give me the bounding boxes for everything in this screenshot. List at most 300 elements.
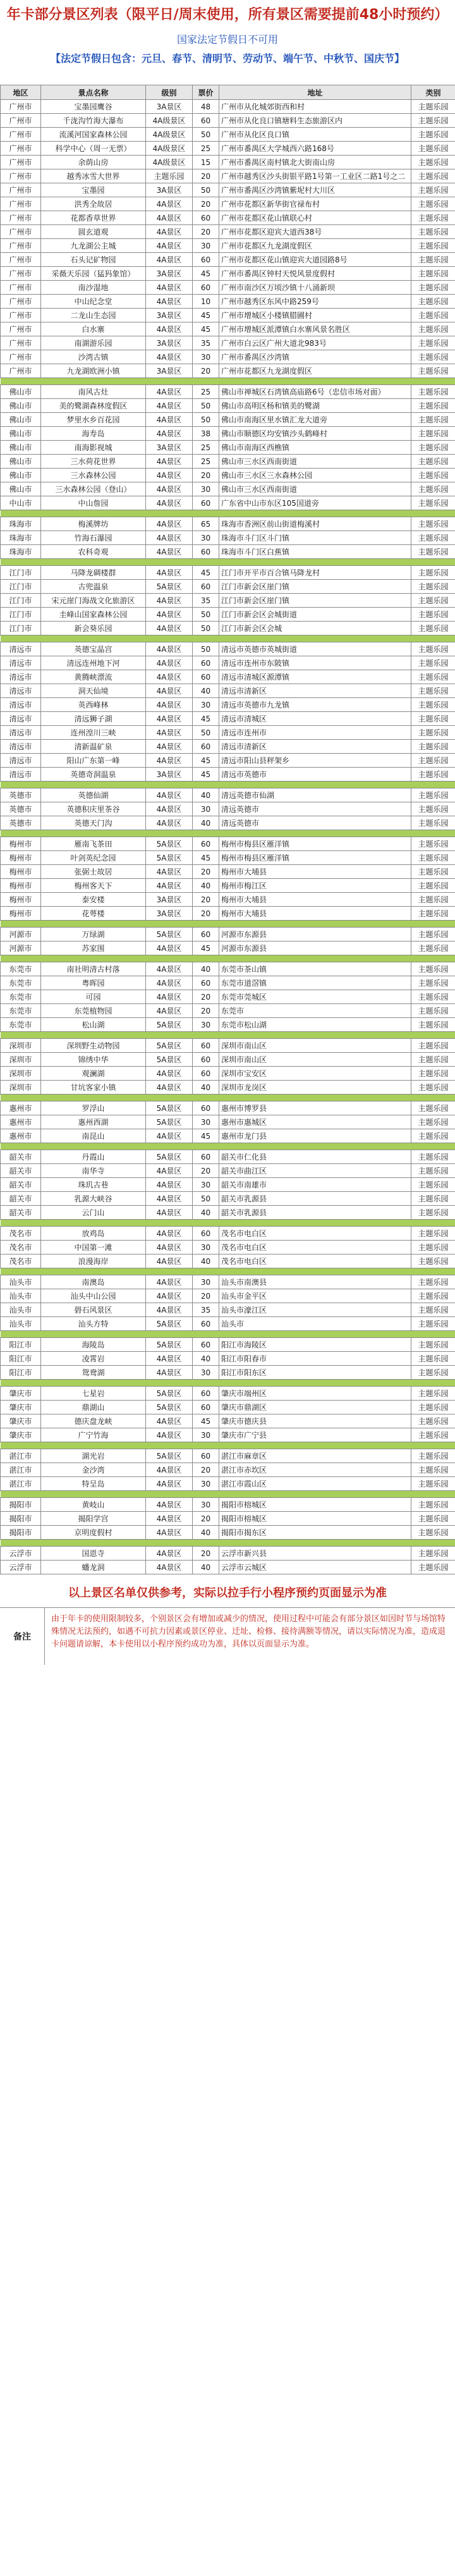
cell-spot-name: 惠州西湖 [41, 1115, 146, 1129]
table-row [1, 1067, 455, 1081]
cell-spot-name: 中山纪念堂 [41, 295, 146, 309]
cell-category: 主题乐园 [411, 656, 455, 670]
table-row [1, 1192, 455, 1206]
cell-category: 主题乐园 [411, 990, 455, 1004]
cell-address: 梅州市梅县区雁洋镇 [219, 837, 411, 851]
cell-spot-name: 广宁竹海 [41, 1428, 146, 1442]
cell-address: 江门市新会区会城街道 [219, 608, 411, 622]
section-divider-bar [1, 1540, 455, 1547]
table-row [1, 837, 455, 851]
cell-region: 湛江市 [1, 1463, 41, 1477]
cell-category: 主题乐园 [411, 309, 455, 322]
cell-region: 惠州市 [1, 1101, 41, 1115]
cell-address: 肇庆市德庆县 [219, 1414, 411, 1428]
cell-address: 佛山市三水区西南街道 [219, 455, 411, 469]
cell-spot-name: 湖光岩 [41, 1449, 146, 1463]
section-divider-bar [1, 1491, 455, 1498]
cell-address: 茂名市电白区 [219, 1241, 411, 1254]
cell-region: 梅州市 [1, 879, 41, 893]
cell-category: 主题乐园 [411, 928, 455, 941]
cell-level: 4A景区 [146, 1206, 193, 1220]
cell-address: 广州市花都区新华街官禄布村 [219, 197, 411, 211]
disclaimer-banner: 以上景区名单仅供参考，实际以拉手行小程序预约页面显示为准 [68, 1586, 387, 1600]
cell-spot-name: 圆玄道观 [41, 225, 146, 239]
cell-region: 东莞市 [1, 976, 41, 990]
cell-address: 东莞市道滘镇 [219, 976, 411, 990]
cell-level: 4A景区 [146, 322, 193, 336]
cell-category: 主题乐园 [411, 1101, 455, 1115]
section-divider-bar [1, 921, 455, 928]
table-row [1, 712, 455, 726]
table-row [1, 267, 455, 281]
table-row [1, 1150, 455, 1164]
table-row [1, 1366, 455, 1380]
cell-category: 主题乐园 [411, 816, 455, 830]
cell-level: 4A景区 [146, 1289, 193, 1303]
cell-region: 深圳市 [1, 1081, 41, 1095]
section-divider-bar [1, 1032, 455, 1039]
cell-category: 主题乐园 [411, 169, 455, 183]
cell-region: 广州市 [1, 267, 41, 281]
cell-level: 4A景区 [146, 482, 193, 496]
cell-spot-name: 京明度假村 [41, 1526, 146, 1540]
cell-category: 主题乐园 [411, 545, 455, 559]
section-divider [1, 1268, 455, 1275]
cell-price: 20 [193, 197, 219, 211]
section-divider-bar [1, 378, 455, 385]
cell-spot-name: 浪漫海岸 [41, 1254, 146, 1268]
table-row [1, 1018, 455, 1032]
section-divider-bar [1, 1268, 455, 1275]
table-row [1, 768, 455, 782]
cell-level: 4A景区 [146, 1164, 193, 1178]
cell-category: 主题乐园 [411, 712, 455, 726]
cell-address: 肇庆市端州区 [219, 1387, 411, 1401]
cell-region: 韶关市 [1, 1164, 41, 1178]
cell-region: 广州市 [1, 225, 41, 239]
section-divider [1, 1380, 455, 1387]
cell-category: 主题乐园 [411, 114, 455, 128]
cell-price: 40 [193, 1081, 219, 1095]
cell-spot-name: 宝墨园鹰谷 [41, 100, 146, 114]
cell-address: 汕头市金平区 [219, 1289, 411, 1303]
cell-level: 4A景区 [146, 1526, 193, 1540]
cell-spot-name: 鼎湖山 [41, 1401, 146, 1414]
cell-level: 3A景区 [146, 336, 193, 350]
table-row [1, 1526, 455, 1540]
cell-region: 广州市 [1, 239, 41, 253]
table-row [1, 684, 455, 698]
cell-spot-name: 南社明清古村落 [41, 962, 146, 976]
cell-spot-name: 黄腾峡漂流 [41, 670, 146, 684]
cell-address: 佛山市南海区西樵镇 [219, 441, 411, 455]
cell-category: 主题乐园 [411, 1401, 455, 1414]
section-divider [1, 921, 455, 928]
cell-price: 60 [193, 976, 219, 990]
cell-address: 佛山市南海区里水镇汇龙大道旁 [219, 413, 411, 427]
cell-category: 主题乐园 [411, 1018, 455, 1032]
cell-spot-name: 流溪河国家森林公园 [41, 128, 146, 142]
cell-price: 20 [193, 1164, 219, 1178]
cell-spot-name: 九龙湖公主城 [41, 239, 146, 253]
cell-price: 60 [193, 1317, 219, 1331]
cell-category: 主题乐园 [411, 253, 455, 267]
cell-address: 广州市番禺区钟村天悦风景度假村 [219, 267, 411, 281]
cell-spot-name: 丹霞山 [41, 1150, 146, 1164]
cell-level: 4A景区 [146, 1352, 193, 1366]
cell-price: 30 [193, 1498, 219, 1512]
scenic-spot-table [0, 85, 455, 1574]
cell-price: 45 [193, 322, 219, 336]
cell-address: 广州市从化区良口镇 [219, 128, 411, 142]
cell-price: 25 [193, 142, 219, 156]
cell-spot-name: 汕头中山公园 [41, 1289, 146, 1303]
cell-spot-name: 云门山 [41, 1206, 146, 1220]
header-level: 级别 [146, 85, 193, 100]
cell-price: 50 [193, 128, 219, 142]
section-divider-bar [1, 1095, 455, 1101]
cell-price: 20 [193, 1512, 219, 1526]
table-row [1, 281, 455, 295]
cell-price: 35 [193, 594, 219, 608]
cell-level: 4A景区 [146, 413, 193, 427]
cell-spot-name: 锦绣中华 [41, 1053, 146, 1067]
table-row [1, 413, 455, 427]
cell-price: 30 [193, 531, 219, 545]
cell-price: 20 [193, 907, 219, 921]
section-divider [1, 830, 455, 837]
cell-price: 60 [193, 1053, 219, 1067]
cell-spot-name: 甘坑客家小镇 [41, 1081, 146, 1095]
section-divider [1, 1331, 455, 1338]
header-spot-name: 景点名称 [41, 85, 146, 100]
cell-category: 主题乐园 [411, 622, 455, 635]
cell-region: 河源市 [1, 941, 41, 955]
cell-address: 江门市新会区会城 [219, 622, 411, 635]
table-row [1, 1463, 455, 1477]
cell-region: 珠海市 [1, 545, 41, 559]
cell-region: 广州市 [1, 100, 41, 114]
cell-address: 梅州市大埔县 [219, 907, 411, 921]
cell-spot-name: 梅州客天下 [41, 879, 146, 893]
table-row [1, 1317, 455, 1331]
cell-address: 清远市英德市九龙镇 [219, 698, 411, 712]
cell-price: 20 [193, 1547, 219, 1561]
table-row [1, 1428, 455, 1442]
cell-level: 4A景区 [146, 496, 193, 510]
cell-spot-name: 石头记矿物园 [41, 253, 146, 267]
section-divider [1, 1220, 455, 1227]
cell-category: 主题乐园 [411, 1275, 455, 1289]
cell-address: 梅州市大埔县 [219, 893, 411, 907]
cell-address: 韶关市乳源县 [219, 1206, 411, 1220]
table-row [1, 253, 455, 267]
cell-price: 40 [193, 1352, 219, 1366]
cell-region: 东莞市 [1, 1018, 41, 1032]
cell-level: 4A级景区 [146, 128, 193, 142]
cell-price: 45 [193, 768, 219, 782]
cell-level: 4A景区 [146, 990, 193, 1004]
cell-category: 主题乐园 [411, 1477, 455, 1491]
cell-price: 60 [193, 211, 219, 225]
cell-price: 60 [193, 1449, 219, 1463]
cell-spot-name: 清新温矿泉 [41, 740, 146, 754]
cell-category: 主题乐园 [411, 183, 455, 197]
cell-address: 广州市花都区九龙湖度假区 [219, 239, 411, 253]
cell-category: 主题乐园 [411, 399, 455, 413]
cell-address: 江门市新会区崖门镇 [219, 580, 411, 594]
cell-price: 30 [193, 802, 219, 816]
cell-region: 广州市 [1, 336, 41, 350]
cell-address: 河源市东源县 [219, 928, 411, 941]
table-row [1, 295, 455, 309]
cell-level: 4A景区 [146, 1477, 193, 1491]
cell-price: 40 [193, 684, 219, 698]
cell-category: 主题乐园 [411, 684, 455, 698]
cell-category: 主题乐园 [411, 1164, 455, 1178]
cell-category: 主题乐园 [411, 413, 455, 427]
cell-spot-name: 南海影视城 [41, 441, 146, 455]
table-row [1, 754, 455, 768]
cell-price: 30 [193, 1241, 219, 1254]
cell-price: 45 [193, 941, 219, 955]
cell-region: 阳江市 [1, 1352, 41, 1366]
cell-spot-name: 阳山广东第一峰 [41, 754, 146, 768]
cell-spot-name: 英德积庆里茶谷 [41, 802, 146, 816]
cell-spot-name: 苏家围 [41, 941, 146, 955]
cell-region: 茂名市 [1, 1254, 41, 1268]
table-row [1, 114, 455, 128]
cell-category: 主题乐园 [411, 1039, 455, 1053]
cell-level: 4A景区 [146, 1129, 193, 1143]
table-row [1, 100, 455, 114]
cell-spot-name: 中山詹园 [41, 496, 146, 510]
cell-level: 4A景区 [146, 788, 193, 802]
cell-price: 20 [193, 865, 219, 879]
table-row [1, 309, 455, 322]
section-divider-bar [1, 830, 455, 837]
cell-region: 汕头市 [1, 1289, 41, 1303]
cell-region: 江门市 [1, 566, 41, 580]
cell-region: 英德市 [1, 788, 41, 802]
cell-level: 4A景区 [146, 239, 193, 253]
cell-address: 清远英德市 [219, 802, 411, 816]
cell-region: 湛江市 [1, 1477, 41, 1491]
cell-region: 云浮市 [1, 1561, 41, 1574]
cell-level: 5A景区 [146, 1115, 193, 1129]
cell-address: 珠海市斗门区斗门镇 [219, 531, 411, 545]
cell-address: 梅州市大埔县 [219, 865, 411, 879]
cell-spot-name: 金沙湾 [41, 1463, 146, 1477]
cell-region: 佛山市 [1, 482, 41, 496]
cell-price: 60 [193, 1338, 219, 1352]
table-row [1, 990, 455, 1004]
cell-address: 韶关市仁化县 [219, 1150, 411, 1164]
cell-region: 广州市 [1, 364, 41, 378]
cell-category: 主题乐园 [411, 1227, 455, 1241]
cell-category: 主题乐园 [411, 1067, 455, 1081]
cell-category: 主题乐园 [411, 1241, 455, 1254]
table-row [1, 496, 455, 510]
table-row [1, 656, 455, 670]
cell-region: 梅州市 [1, 893, 41, 907]
cell-region: 清远市 [1, 642, 41, 656]
cell-region: 揭阳市 [1, 1512, 41, 1526]
cell-address: 肇庆市广宁县 [219, 1428, 411, 1442]
cell-spot-name: 叶剑英纪念园 [41, 851, 146, 865]
remark-label: 备注 [0, 1608, 45, 1665]
cell-price: 20 [193, 1004, 219, 1018]
cell-price: 60 [193, 1067, 219, 1081]
cell-address: 韶关市乳源县 [219, 1192, 411, 1206]
cell-category: 主题乐园 [411, 1053, 455, 1067]
cell-spot-name: 余荫山房 [41, 156, 146, 169]
cell-region: 英德市 [1, 816, 41, 830]
cell-category: 主题乐园 [411, 1512, 455, 1526]
cell-price: 30 [193, 239, 219, 253]
cell-level: 4A景区 [146, 469, 193, 482]
cell-region: 佛山市 [1, 469, 41, 482]
section-divider-bar [1, 510, 455, 517]
cell-address: 惠州市龙门县 [219, 1129, 411, 1143]
cell-spot-name: 南沙湿地 [41, 281, 146, 295]
cell-price: 10 [193, 295, 219, 309]
cell-category: 主题乐园 [411, 385, 455, 399]
cell-region: 韶关市 [1, 1192, 41, 1206]
cell-region: 阳江市 [1, 1338, 41, 1352]
cell-region: 江门市 [1, 580, 41, 594]
cell-price: 30 [193, 482, 219, 496]
table-row [1, 976, 455, 990]
cell-category: 主题乐园 [411, 531, 455, 545]
cell-region: 佛山市 [1, 399, 41, 413]
cell-price: 60 [193, 928, 219, 941]
cell-level: 4A景区 [146, 1254, 193, 1268]
cell-level: 4A景区 [146, 1498, 193, 1512]
cell-spot-name: 黄岐山 [41, 1498, 146, 1512]
table-row [1, 851, 455, 865]
table-row [1, 1081, 455, 1095]
cell-address: 清远市清新区 [219, 684, 411, 698]
cell-category: 主题乐园 [411, 1498, 455, 1512]
cell-price: 30 [193, 350, 219, 364]
cell-address: 东莞市莞城区 [219, 990, 411, 1004]
table-row [1, 879, 455, 893]
cell-category: 主题乐园 [411, 1352, 455, 1366]
cell-address: 东莞市茶山镇 [219, 962, 411, 976]
cell-level: 5A景区 [146, 1449, 193, 1463]
cell-category: 主题乐园 [411, 740, 455, 754]
cell-region: 佛山市 [1, 385, 41, 399]
cell-region: 广州市 [1, 114, 41, 128]
cell-region: 英德市 [1, 802, 41, 816]
cell-category: 主题乐园 [411, 427, 455, 441]
cell-spot-name: 新会葵乐园 [41, 622, 146, 635]
cell-spot-name: 农科奇观 [41, 545, 146, 559]
cell-spot-name: 礐石风景区 [41, 1303, 146, 1317]
cell-address: 清远市清城区 [219, 712, 411, 726]
cell-category: 主题乐园 [411, 100, 455, 114]
cell-price: 30 [193, 1366, 219, 1380]
cell-level: 5A景区 [146, 837, 193, 851]
cell-level: 4A景区 [146, 281, 193, 295]
cell-level: 4A景区 [146, 1081, 193, 1095]
cell-address: 梅州市梅江区 [219, 879, 411, 893]
cell-category: 主题乐园 [411, 698, 455, 712]
cell-price: 20 [193, 225, 219, 239]
cell-region: 珠海市 [1, 531, 41, 545]
cell-level: 4A景区 [146, 385, 193, 399]
cell-address: 清远市阳山县秤架乡 [219, 754, 411, 768]
cell-spot-name: 放鸡岛 [41, 1227, 146, 1241]
cell-address: 佛山市高明区杨和镇美的鹭湖 [219, 399, 411, 413]
cell-spot-name: 梦里水乡百花园 [41, 413, 146, 427]
cell-category: 主题乐园 [411, 754, 455, 768]
table-row [1, 941, 455, 955]
cell-level: 4A景区 [146, 608, 193, 622]
cell-level: 4A景区 [146, 295, 193, 309]
cell-category: 主题乐园 [411, 1338, 455, 1352]
cell-address: 阳江市阳春市 [219, 1352, 411, 1366]
cell-region: 肇庆市 [1, 1414, 41, 1428]
cell-category: 主题乐园 [411, 1366, 455, 1380]
cell-address: 梅州市梅县区雁洋镇 [219, 851, 411, 865]
cell-address: 清远市连州市东陂镇 [219, 656, 411, 670]
cell-region: 清远市 [1, 740, 41, 754]
section-divider-bar [1, 635, 455, 642]
cell-address: 广州市花都区迎宾大道西38号 [219, 225, 411, 239]
cell-category: 主题乐园 [411, 336, 455, 350]
cell-level: 3A景区 [146, 309, 193, 322]
cell-category: 主题乐园 [411, 482, 455, 496]
cell-address: 广州市从化良口镇塘料生态旅游区内 [219, 114, 411, 128]
cell-spot-name: 沙湾古镇 [41, 350, 146, 364]
cell-category: 主题乐园 [411, 1547, 455, 1561]
cell-address: 广州市白云区广州大道北983号 [219, 336, 411, 350]
table-row [1, 608, 455, 622]
cell-spot-name: 宝墨园 [41, 183, 146, 197]
cell-region: 东莞市 [1, 990, 41, 1004]
cell-address: 江门市新会区崖门镇 [219, 594, 411, 608]
cell-region: 广州市 [1, 156, 41, 169]
cell-price: 40 [193, 788, 219, 802]
cell-address: 韶关市南雄市 [219, 1178, 411, 1192]
cell-spot-name: 英西峰林 [41, 698, 146, 712]
cell-level: 4A景区 [146, 253, 193, 267]
cell-category: 主题乐园 [411, 350, 455, 364]
cell-spot-name: 南风古灶 [41, 385, 146, 399]
cell-price: 30 [193, 1178, 219, 1192]
cell-price: 60 [193, 740, 219, 754]
cell-price: 50 [193, 399, 219, 413]
cell-level: 3A景区 [146, 907, 193, 921]
cell-region: 广州市 [1, 281, 41, 295]
cell-spot-name: 鸳鸯湖 [41, 1366, 146, 1380]
cell-region: 茂名市 [1, 1227, 41, 1241]
section-divider-bar [1, 1442, 455, 1449]
cell-price: 45 [193, 851, 219, 865]
cell-address: 深圳市南山区 [219, 1039, 411, 1053]
cell-category: 主题乐园 [411, 197, 455, 211]
cell-level: 4A景区 [146, 427, 193, 441]
cell-price: 60 [193, 281, 219, 295]
cell-level: 4A景区 [146, 698, 193, 712]
cell-region: 江门市 [1, 622, 41, 635]
table-row [1, 698, 455, 712]
cell-region: 佛山市 [1, 413, 41, 427]
table-row [1, 928, 455, 941]
cell-price: 45 [193, 1414, 219, 1428]
